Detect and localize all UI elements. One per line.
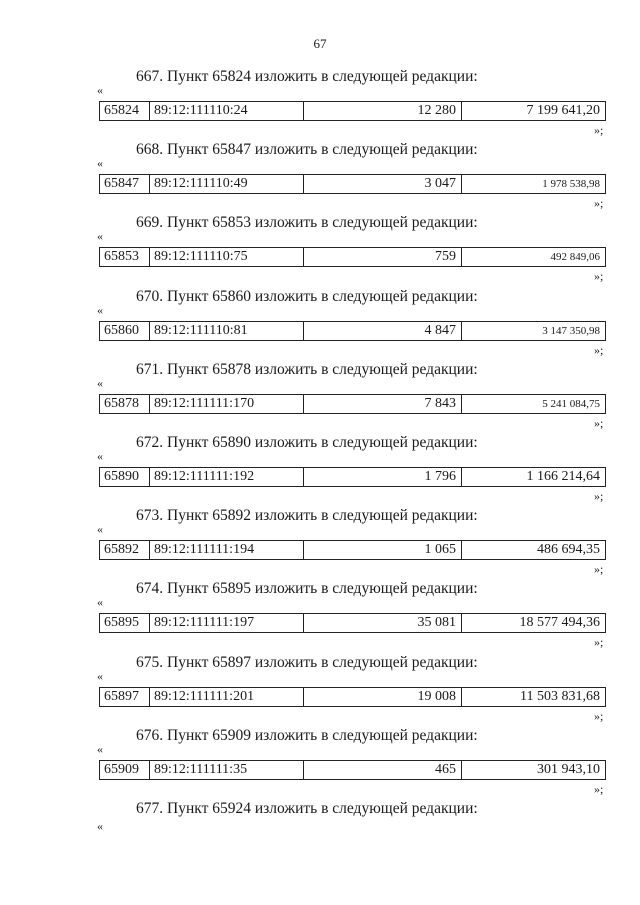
cadastral-value-cell: 5 241 084,75: [542, 397, 600, 410]
amendment-entry: [0, 141, 640, 216]
table-row: [99, 101, 606, 121]
entry-heading: 676. Пункт 65909 изложить в следующей редакции:: [136, 726, 478, 744]
cadastral-number-cell: 89:12:111111:35: [150, 761, 304, 779]
cadastral-value-cell: 301 943,10: [537, 761, 600, 777]
item-number-cell: 65860: [100, 322, 150, 340]
item-number-cell: 65853: [100, 248, 150, 266]
item-number-cell: 65878: [100, 395, 150, 413]
cadastral-value-cell: 18 577 494,36: [519, 615, 600, 631]
entry-heading: 669. Пункт 65853 изложить в следующей редакции:: [136, 214, 478, 232]
page-number: 67: [313, 36, 327, 51]
closing-quote: »;: [594, 635, 604, 650]
area-cell: 465: [304, 761, 462, 779]
table-row: [99, 321, 606, 341]
closing-quote: »;: [594, 489, 604, 503]
entry-heading: 673. Пункт 65892 изложить в следующей редакции:: [136, 507, 478, 525]
closing-quote: »;: [594, 562, 604, 577]
cadastral-value-cell: 486 694,35: [537, 542, 600, 558]
table-row: [99, 687, 606, 707]
table-row: [99, 394, 606, 414]
opening-quote: «: [97, 83, 103, 97]
closing-quote: »;: [594, 269, 604, 284]
area-cell: 3 047: [304, 175, 462, 193]
table-row: [99, 247, 606, 267]
amendment-entry: [0, 727, 640, 802]
entry-heading: 670. Пункт 65860 изложить в следующей редакции:: [136, 287, 478, 305]
cadastral-number-cell: 89:12:111111:192: [150, 468, 304, 486]
opening-quote: «: [97, 302, 103, 317]
amendment-entry: [0, 434, 640, 509]
closing-quote: »;: [594, 123, 604, 137]
table-row: [99, 613, 606, 633]
opening-quote: «: [97, 449, 103, 463]
item-number-cell: 65897: [100, 688, 150, 706]
cadastral-number-cell: 89:12:111111:197: [150, 614, 304, 632]
cadastral-value-cell: 7 199 641,20: [526, 103, 600, 118]
table-row: [99, 540, 606, 560]
opening-quote: «: [97, 229, 103, 244]
opening-quote: «: [97, 819, 103, 833]
area-cell: 1 065: [304, 541, 462, 559]
amendment-entry: [0, 68, 640, 143]
area-cell: 19 008: [304, 688, 462, 706]
opening-quote: «: [97, 375, 103, 390]
opening-quote: «: [97, 156, 103, 171]
item-number-cell: 65892: [100, 541, 150, 559]
amendment-entry: [0, 654, 640, 729]
entry-heading: 671. Пункт 65878 изложить в следующей редакции:: [136, 360, 478, 378]
cadastral-number-cell: 89:12:111111:170: [150, 395, 304, 413]
item-number-cell: 65895: [100, 614, 150, 632]
cadastral-number-cell: 89:12:111111:201: [150, 688, 304, 706]
closing-quote: »;: [594, 196, 604, 211]
entry-heading: 667. Пункт 65824 изложить в следующей редакции:: [136, 68, 478, 85]
last-entry: [0, 800, 640, 875]
item-number-cell: 65824: [100, 102, 150, 120]
cadastral-number-cell: 89:12:111111:194: [150, 541, 304, 559]
amendment-entry: [0, 580, 640, 655]
amendment-entry: [0, 214, 640, 289]
table-row: [99, 760, 606, 780]
cadastral-value-cell: 11 503 831,68: [520, 688, 600, 704]
cadastral-value-cell: 1 978 538,98: [542, 178, 600, 191]
amendment-entry: [0, 288, 640, 363]
item-number-cell: 65890: [100, 468, 150, 486]
entry-heading: 675. Пункт 65897 изложить в следующей редакции:: [136, 653, 478, 671]
amendment-entry: [0, 507, 640, 582]
cadastral-number-cell: 89:12:111110:24: [150, 102, 304, 120]
cadastral-number-cell: 89:12:111110:49: [150, 175, 304, 193]
cadastral-value-cell: 1 166 214,64: [526, 469, 600, 484]
table-row: [99, 174, 606, 194]
entry-heading: 668. Пункт 65847 изложить в следующей редакции:: [136, 141, 478, 159]
amendment-entry: [0, 361, 640, 436]
cadastral-number-cell: 89:12:111110:75: [150, 248, 304, 266]
opening-quote: «: [97, 668, 103, 683]
opening-quote: «: [97, 741, 103, 756]
closing-quote: »;: [594, 342, 604, 357]
item-number-cell: 65909: [100, 761, 150, 779]
cadastral-value-cell: 3 147 350,98: [542, 324, 600, 337]
area-cell: 35 081: [304, 614, 462, 632]
area-cell: 1 796: [304, 468, 462, 486]
closing-quote: »;: [594, 708, 604, 723]
area-cell: 759: [304, 248, 462, 266]
item-number-cell: 65847: [100, 175, 150, 193]
area-cell: 12 280: [304, 102, 462, 120]
opening-quote: «: [97, 522, 103, 537]
closing-quote: »;: [594, 415, 604, 430]
closing-quote: »;: [594, 781, 604, 796]
opening-quote: «: [97, 595, 103, 610]
area-cell: 7 843: [304, 395, 462, 413]
table-row: [99, 467, 606, 487]
area-cell: 4 847: [304, 322, 462, 340]
entry-heading: 677. Пункт 65924 изложить в следующей редакции:: [136, 800, 478, 817]
cadastral-value-cell: 492 849,06: [550, 251, 600, 264]
entry-heading: 674. Пункт 65895 изложить в следующей редакции:: [136, 580, 478, 598]
cadastral-number-cell: 89:12:111110:81: [150, 322, 304, 340]
entry-heading: 672. Пункт 65890 изложить в следующей редакции:: [136, 434, 478, 451]
